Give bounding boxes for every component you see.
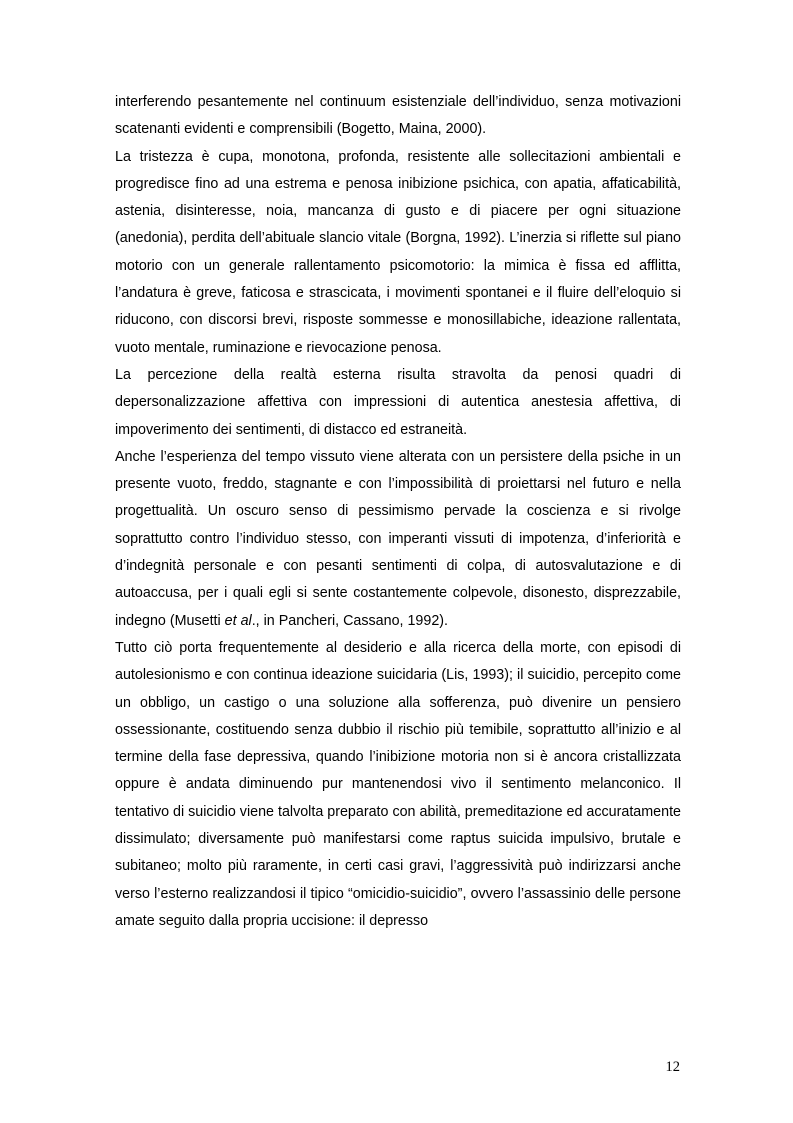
paragraph-suicide: Tutto ciò porta frequentemente al desiderio e alla ricerca della morte, con episodi di autolesionismo e con continua ideazione suicidaria (Lis, 1993); il suicidio, percepito come un obbligo, un castigo o una soluzione alla sofferenza, può divenire un pensiero ossessionante, costituendo senza dubbio il rischio più temibile, soprattutto all’inizio e al termine della fase depressiva, quando l’inibizione motoria non si è ancora cristallizzata oppure è andata diminuendo pur mantenendosi vivo il sentimento melanconico. Il tentativo di suicidio viene talvolta preparato con abilità, premeditazione ed accuratamente dissimulato; diversamente può manifestarsi come raptus suicida impulsivo, brutale e subitaneo; molto più raramente, in certi casi gravi, l’aggressività può indirizzarsi anche verso l’esterno realizzandosi il tipico “omicidio-suicidio”, ovvero l’assassinio delle persone amate seguito dalla propria uccisione: il depresso (115, 639, 681, 929)
paragraph-time-text: Anche l’esperienza del tempo vissuto viene alterata con un persistere della psiche in un presente vuoto, freddo, stagnante e con l’impossibilità di proiettarsi nel futuro e nella progettualità. Un oscuro senso di pessimismo pervade la coscienza e si rivolge soprattutto contro l’individuo stesso, con imperanti vissuti di impotenza, d’inferiorità e d’indegnità personale e con pesanti sentimenti di colpa, di autosvalutazione e di autoaccusa, per i quali egli si sente costantemente colpevole, disonesto, disprezzabile, indegno (Musetti (115, 448, 681, 629)
page-number: 12 (665, 1059, 680, 1075)
paragraph-perception: La percezione della realtà esterna risulta stravolta da penosi quadri di depersonalizzazione affettiva con impressioni di autentica anestesia affettiva, di impoverimento dei sentimenti, di distacco ed estraneità. (115, 366, 681, 438)
paragraph-time-citation-tail: ., in Pancheri, Cassano, 1992). (251, 612, 448, 629)
paragraph-continuation: interferendo pesantemente nel continuum esistenziale dell’individuo, senza motivazioni scatenanti evidenti e comprensibili (Bogetto, Maina, 2000). (115, 94, 681, 138)
paragraph-time-experience (115, 444, 681, 635)
page-body (115, 89, 681, 935)
paragraph-sadness: La tristezza è cupa, monotona, profonda, resistente alle sollecitazioni ambientali e progredisce fino ad una estrema e penosa inibizione psichica, con apatia, affaticabilità, astenia, disinteresse, noia, mancanza di gusto e di piacere per ogni situazione (anedonia), perdita dell’abituale slancio vitale (Borgna, 1992). L’inerzia si riflette sul piano motorio con un generale rallentamento psicomotorio: la mimica è fissa ed afflitta, l’andatura è greve, faticosa e strascicata, i movimenti spontanei e il fluire dell’eloquio si riducono, con discorsi brevi, risposte sommesse e monosillabiche, ideazione rallentata, vuoto mentale, ruminazione e rievocazione penosa. (115, 148, 681, 356)
citation-et-al: et al (224, 612, 252, 629)
